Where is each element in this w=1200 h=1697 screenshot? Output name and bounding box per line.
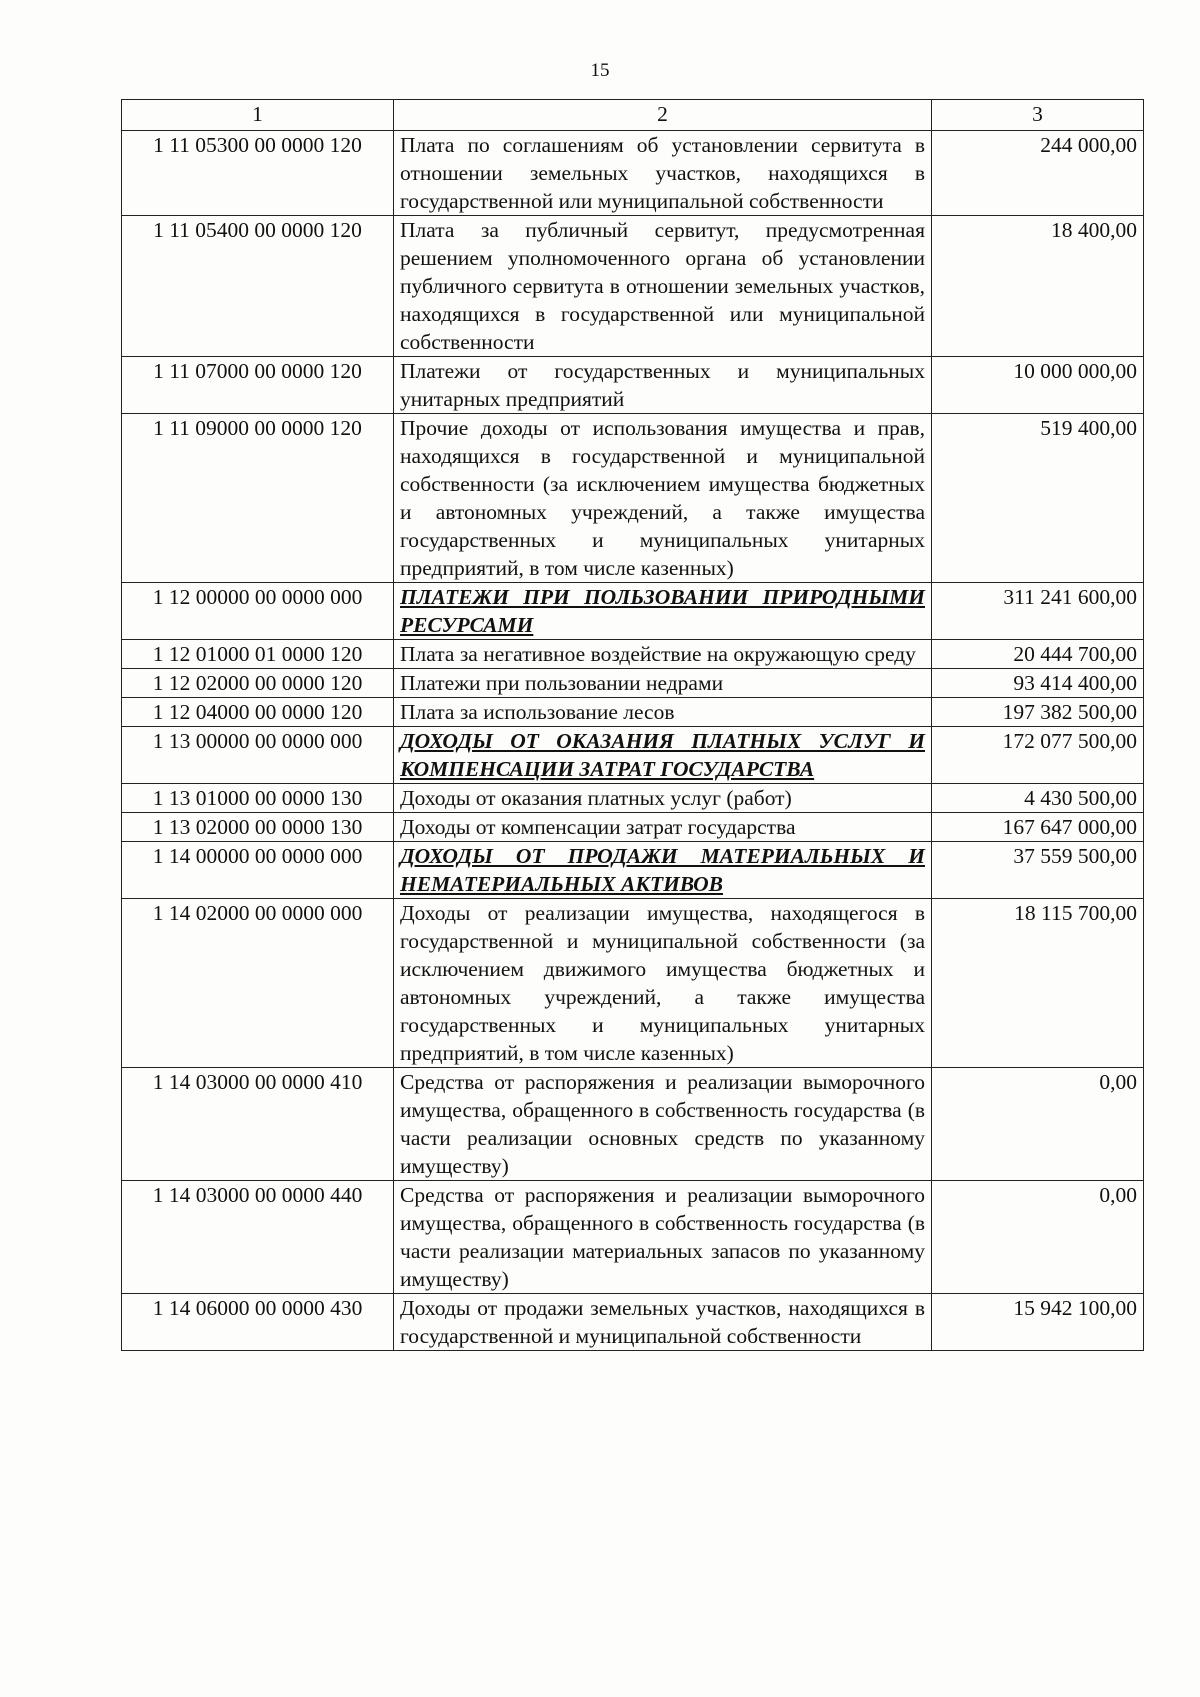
row-code: 1 12 01000 01 0000 120 bbox=[122, 640, 394, 669]
row-amount: 18 115 700,00 bbox=[932, 899, 1144, 1068]
row-name: Плата по соглашениям об установлении сервитута в отношении земельных участков, находящихся в государственной или муниципальной собственности bbox=[394, 131, 932, 216]
row-name: Средства от распоряжения и реализации выморочного имущества, обращенного в собственность государства (в части реализации материальных запасов по указанному имуществу) bbox=[394, 1181, 932, 1294]
column-header-code: 1 bbox=[122, 100, 394, 131]
row-code: 1 14 06000 00 0000 430 bbox=[122, 1294, 394, 1351]
row-amount: 519 400,00 bbox=[932, 414, 1144, 583]
row-name: Плата за использование лесов bbox=[394, 698, 932, 727]
row-code: 1 14 03000 00 0000 440 bbox=[122, 1181, 394, 1294]
header-row bbox=[122, 100, 1144, 131]
row-code: 1 14 03000 00 0000 410 bbox=[122, 1068, 394, 1181]
table-row-section bbox=[122, 583, 1144, 640]
row-code: 1 14 00000 00 0000 000 bbox=[122, 842, 394, 899]
row-name: Плата за публичный сервитут, предусмотренная решением уполномоченного органа об установлении публичного сервитута в отношении земельных участков, находящихся в государственной или муниципальной собственности bbox=[394, 216, 932, 357]
row-name: Прочие доходы от использования имущества и прав, находящихся в государственной и муниципальной собственности (за исключением имущества бюджетных и автономных учреждений, а также имущества государственных и муниципальных унитарных предприятий, в том числе казенных) bbox=[394, 414, 932, 583]
row-amount: 93 414 400,00 bbox=[932, 669, 1144, 698]
table-row bbox=[122, 131, 1144, 216]
row-amount: 167 647 000,00 bbox=[932, 813, 1144, 842]
row-amount: 0,00 bbox=[932, 1068, 1144, 1181]
row-name-section: ПЛАТЕЖИ ПРИ ПОЛЬЗОВАНИИ ПРИРОДНЫМИ РЕСУРСАМИ bbox=[394, 583, 932, 640]
row-code: 1 11 05300 00 0000 120 bbox=[122, 131, 394, 216]
budget-revenue-table bbox=[121, 99, 1144, 1351]
row-amount: 0,00 bbox=[932, 1181, 1144, 1294]
row-amount: 20 444 700,00 bbox=[932, 640, 1144, 669]
table-row bbox=[122, 1181, 1144, 1294]
table-row bbox=[122, 216, 1144, 357]
table-row bbox=[122, 899, 1144, 1068]
row-amount: 311 241 600,00 bbox=[932, 583, 1144, 640]
row-code: 1 13 02000 00 0000 130 bbox=[122, 813, 394, 842]
row-amount: 15 942 100,00 bbox=[932, 1294, 1144, 1351]
row-code: 1 12 04000 00 0000 120 bbox=[122, 698, 394, 727]
row-code: 1 12 00000 00 0000 000 bbox=[122, 583, 394, 640]
row-name: Доходы от продажи земельных участков, находящихся в государственной и муниципальной собственности bbox=[394, 1294, 932, 1351]
row-amount: 10 000 000,00 bbox=[932, 357, 1144, 414]
column-header-amount: 3 bbox=[932, 100, 1144, 131]
row-amount: 18 400,00 bbox=[932, 216, 1144, 357]
table-row-section bbox=[122, 842, 1144, 899]
row-code: 1 14 02000 00 0000 000 bbox=[122, 899, 394, 1068]
row-amount: 172 077 500,00 bbox=[932, 727, 1144, 784]
row-name: Плата за негативное воздействие на окружающую среду bbox=[394, 640, 932, 669]
row-amount: 244 000,00 bbox=[932, 131, 1144, 216]
table-row bbox=[122, 784, 1144, 813]
table-row bbox=[122, 1294, 1144, 1351]
table-row bbox=[122, 357, 1144, 414]
row-code: 1 11 09000 00 0000 120 bbox=[122, 414, 394, 583]
row-name: Платежи при пользовании недрами bbox=[394, 669, 932, 698]
row-name-section: ДОХОДЫ ОТ ОКАЗАНИЯ ПЛАТНЫХ УСЛУГ И КОМПЕНСАЦИИ ЗАТРАТ ГОСУДАРСТВА bbox=[394, 727, 932, 784]
row-name: Средства от распоряжения и реализации выморочного имущества, обращенного в собственность государства (в части реализации основных средств по указанному имуществу) bbox=[394, 1068, 932, 1181]
row-amount: 4 430 500,00 bbox=[932, 784, 1144, 813]
table-row bbox=[122, 1068, 1144, 1181]
table-row bbox=[122, 414, 1144, 583]
table-row bbox=[122, 813, 1144, 842]
table-row bbox=[122, 698, 1144, 727]
table-row bbox=[122, 669, 1144, 698]
row-name: Доходы от реализации имущества, находящегося в государственной и муниципальной собственности (за исключением движимого имущества бюджетных и автономных учреждений, а также имущества государственных и муниципальных унитарных предприятий, в том числе казенных) bbox=[394, 899, 932, 1068]
row-name: Доходы от оказания платных услуг (работ) bbox=[394, 784, 932, 813]
column-header-name: 2 bbox=[394, 100, 932, 131]
row-code: 1 11 07000 00 0000 120 bbox=[122, 357, 394, 414]
row-amount: 37 559 500,00 bbox=[932, 842, 1144, 899]
row-amount: 197 382 500,00 bbox=[932, 698, 1144, 727]
table-row-section bbox=[122, 727, 1144, 784]
row-name: Платежи от государственных и муниципальных унитарных предприятий bbox=[394, 357, 932, 414]
row-code: 1 13 01000 00 0000 130 bbox=[122, 784, 394, 813]
row-code: 1 11 05400 00 0000 120 bbox=[122, 216, 394, 357]
page-number: 15 bbox=[590, 60, 610, 81]
row-name: Доходы от компенсации затрат государства bbox=[394, 813, 932, 842]
row-code: 1 13 00000 00 0000 000 bbox=[122, 727, 394, 784]
row-name-section: ДОХОДЫ ОТ ПРОДАЖИ МАТЕРИАЛЬНЫХ И НЕМАТЕРИАЛЬНЫХ АКТИВОВ bbox=[394, 842, 932, 899]
table-row bbox=[122, 640, 1144, 669]
row-code: 1 12 02000 00 0000 120 bbox=[122, 669, 394, 698]
